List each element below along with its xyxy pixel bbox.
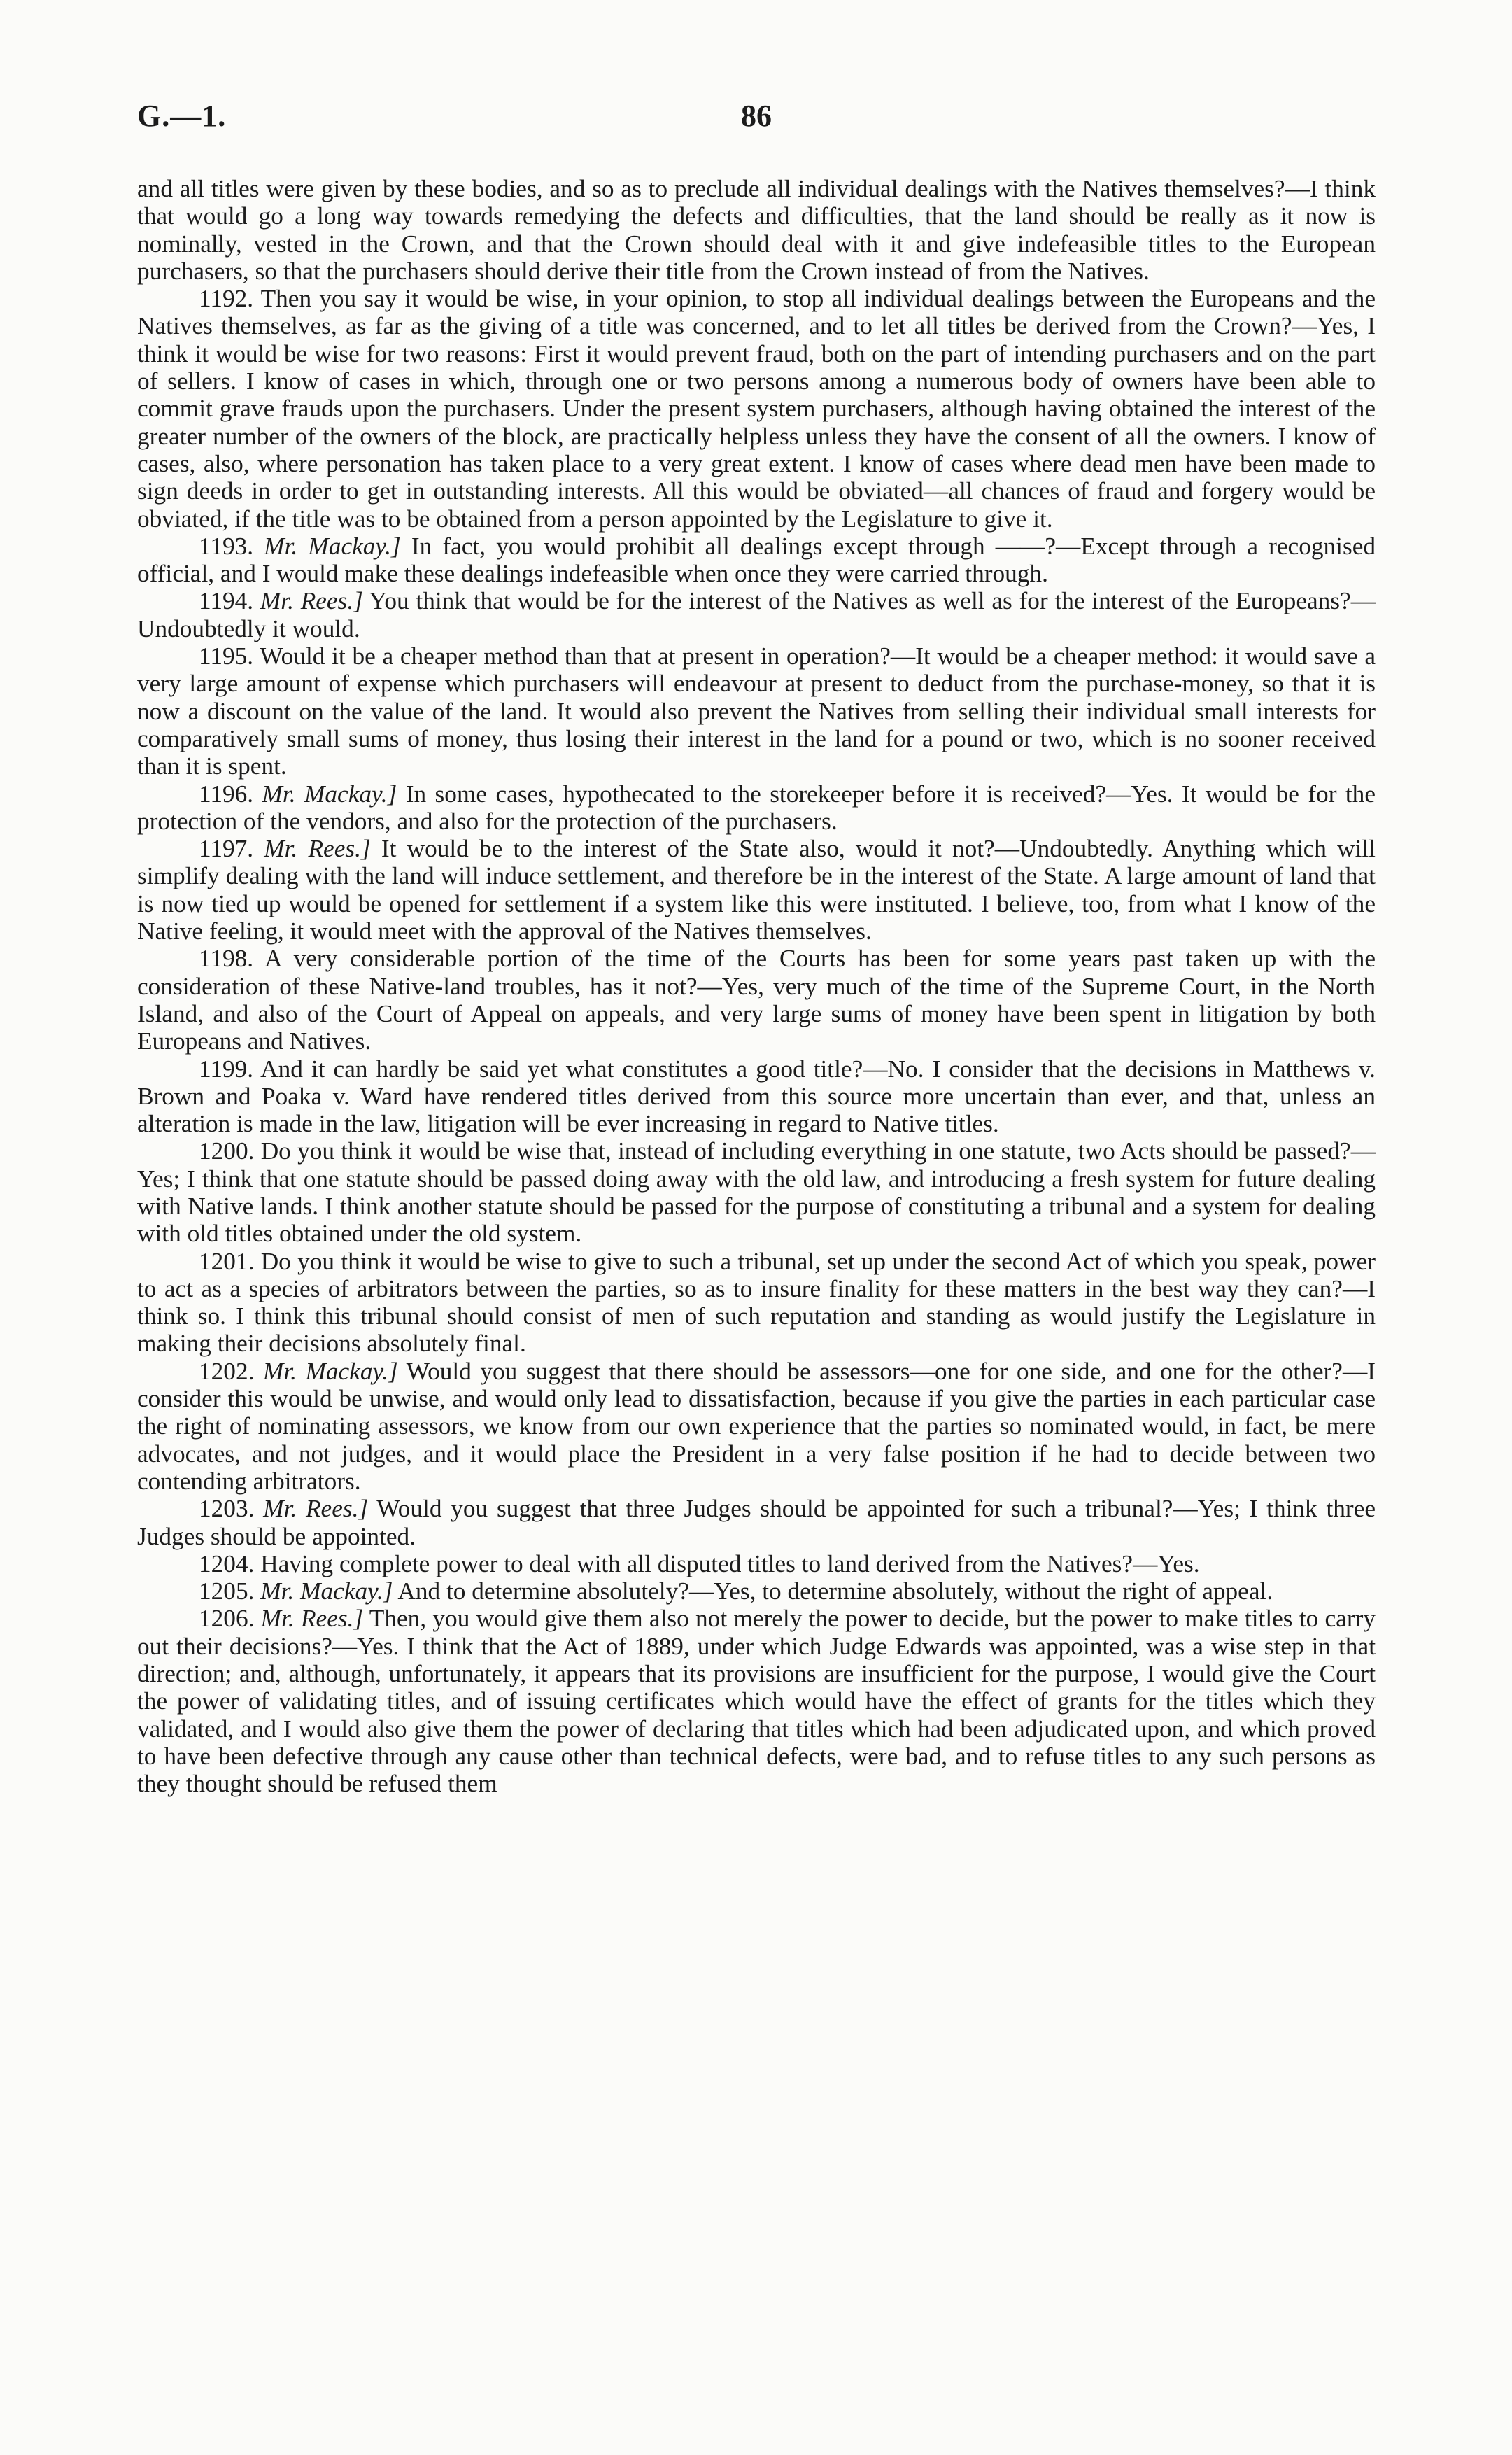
document-reference: G.—1. bbox=[137, 99, 227, 133]
question-text: It would be to the interest of the State also, would it not?—Undoubtedly. Anything which will simplify dealing with the land will induce settlement, and therefore be in the interest of the State. A large amount of land that is now tied up would be opened for settlement if a system like this were instituted. I believe, too, from what I know of the Native feeling, it would meet with the approval of the Natives themselves. bbox=[137, 835, 1376, 945]
question-paragraph bbox=[137, 1550, 1376, 1577]
question-number: 1206. bbox=[199, 1605, 255, 1633]
question-number: 1202. bbox=[199, 1357, 255, 1385]
question-paragraph bbox=[137, 1248, 1376, 1358]
speaker-label: Mr. Mackay.] bbox=[264, 532, 401, 560]
speaker-label: Mr. Rees.] bbox=[263, 1495, 369, 1523]
question-text: Do you think it would be wise that, instead of including everything in one statute, two Acts should be passed?—Yes; I think that one statute should be passed doing away with the old law, and introducing a fresh system for future dealing with Native lands. I think another statute should be passed for the purpose of constituting a tribunal and a system for dealing with old titles obtained under the old system. bbox=[137, 1137, 1376, 1248]
question-paragraph bbox=[137, 533, 1376, 588]
question-text: And to determine absolutely?—Yes, to determine absolutely, without the right of appeal. bbox=[397, 1577, 1273, 1605]
question-text: Then, you would give them also not merely the power to decide, but the power to make titles to carry out their decisions?—Yes. I think that the Act of 1889, under which Judge Edwards was appointed, was a wise step in that direction; and, although, unfortunately, it appears that its provisions are insufficient for the purpose, I would give the Court the power of validating titles, and of issuing certificates which would have the effect of grants for the titles which they validated, and I would also give them the power of declaring that titles which had been adjudicated upon, and which proved to have been defective through any cause other than technical defects, were bad, and to refuse titles to any such persons as they thought should be refused them bbox=[137, 1605, 1376, 1798]
question-list bbox=[137, 285, 1376, 1797]
question-paragraph bbox=[137, 1137, 1376, 1247]
question-number: 1193. bbox=[199, 532, 254, 560]
question-text: Then you say it would be wise, in your opinion, to stop all individual dealings between the Europeans and the Natives themselves, as far as the giving of a title was concerned, and to let all titles be derived from the Crown?—Yes, I think it would be wise for two reasons: First it would prevent fraud, both on the part of intending purchasers and on the part of sellers. I know of cases in which, through one or two persons among a numerous body of owners have been able to commit grave frauds upon the purchasers. Under the present system purchasers, although having obtained the interest of the greater number of the owners of the block, are practically helpless unless they have the consent of all the owners. I know of cases, also, where personation has taken place to a very great extent. I know of cases where dead men have been made to sign deeds in order to get in outstanding interests. All this would be obviated—all chances of fraud and forgery would be obviated, if the title was to be obtained from a person appointed by the Legislature to give it. bbox=[137, 285, 1376, 533]
question-number: 1201. bbox=[199, 1247, 255, 1275]
page-header bbox=[137, 98, 1376, 147]
question-number: 1198. bbox=[199, 945, 254, 973]
question-number: 1195. bbox=[199, 642, 254, 670]
question-number: 1205. bbox=[199, 1577, 255, 1605]
question-number: 1196. bbox=[199, 780, 254, 808]
question-text: You think that would be for the interest of the Natives as well as for the interest of the Europeans?—Undoubtedly it would. bbox=[137, 587, 1376, 642]
body-text bbox=[137, 175, 1376, 1798]
question-paragraph bbox=[137, 1577, 1376, 1605]
question-text: Would it be a cheaper method than that at present in operation?—It would be a cheaper method: it would save a very large amount of expense which purchasers will endeavour at present to deduct from the purchase-money, so that it is now a discount on the value of the land. It would also prevent the Natives from selling their individual small interests for comparatively small sums of money, thus losing their interest in the land for a pound or two, which is no sooner received than it is spent. bbox=[137, 642, 1376, 780]
question-text: And it can hardly be said yet what constitutes a good title?—No. I consider that the decisions in Matthews v. Brown and Poaka v. Ward have rendered titles derived from this source more uncertain than ever, and that, unless an alteration is made in the law, litigation will be ever increasing in regard to Native titles. bbox=[137, 1055, 1376, 1138]
speaker-label: Mr. Rees.] bbox=[264, 835, 371, 863]
question-paragraph bbox=[137, 1605, 1376, 1797]
question-paragraph bbox=[137, 1055, 1376, 1138]
speaker-label: Mr. Mackay.] bbox=[260, 1577, 393, 1605]
question-number: 1199. bbox=[199, 1055, 254, 1083]
question-number: 1192. bbox=[199, 285, 254, 313]
question-text: Would you suggest that there should be assessors—one for one side, and one for the other?—I consider this would be unwise, and would only lead to dissatisfaction, because if you give the parties in each particular case the right of nominating assessors, we know from our own experience that the parties so nominated would, in fact, be mere advocates, and not judges, and it would place the President in a very false position if he had to decide between two contending arbitrators. bbox=[137, 1357, 1376, 1495]
question-number: 1203. bbox=[199, 1495, 255, 1523]
speaker-label: Mr. Mackay.] bbox=[262, 780, 397, 808]
question-paragraph bbox=[137, 945, 1376, 1055]
question-paragraph bbox=[137, 780, 1376, 836]
speaker-label: Mr. Rees.] bbox=[260, 587, 363, 615]
question-text: In some cases, hypothecated to the storekeeper before it is received?—Yes. It would be for the protection of the vendors, and also for the protection of the purchasers. bbox=[137, 780, 1376, 835]
question-number: 1200. bbox=[199, 1137, 255, 1165]
speaker-label: Mr. Mackay.] bbox=[262, 1357, 398, 1385]
question-text: In fact, you would prohibit all dealings except through ——?—Except through a recognised official, and I would make these dealings indefeasible when once they were carried through. bbox=[137, 532, 1376, 588]
question-text: Do you think it would be wise to give to such a tribunal, set up under the second Act of which you speak, power to act as a species of arbitrators between the parties, so as to insure finality for these matters in the best way they can?—I think so. I think this tribunal should consist of men of such reputation and standing as would justify the Legislature in making their decisions absolutely final. bbox=[137, 1247, 1376, 1358]
speaker-label: Mr. Rees.] bbox=[260, 1605, 364, 1633]
question-text: A very considerable portion of the time of the Courts has been for some years past taken up with the consideration of these Native-land troubles, has it not?—Yes, very much of the time of the Supreme Court, in the North Island, and also of the Court of Appeal on appeals, and very large sums of money have been spent in litigation by both Europeans and Natives. bbox=[137, 945, 1376, 1055]
opening-paragraph: and all titles were given by these bodies, and so as to preclude all individual dealings with the Natives themselves?—I think that would go a long way towards remedying the defects and difficulties, that the land should be really as it now is nominally, vested in the Crown, and that the Crown should deal with it and give indefeasible titles to the European purchasers, so that the purchasers should derive their title from the Crown instead of from the Natives. bbox=[137, 175, 1376, 285]
question-paragraph bbox=[137, 1495, 1376, 1550]
question-paragraph bbox=[137, 285, 1376, 533]
question-number: 1197. bbox=[199, 835, 254, 863]
question-paragraph bbox=[137, 835, 1376, 945]
question-paragraph bbox=[137, 1358, 1376, 1495]
question-number: 1194. bbox=[199, 587, 254, 615]
question-paragraph bbox=[137, 642, 1376, 780]
question-text: Having complete power to deal with all disputed titles to land derived from the Natives?—Yes. bbox=[260, 1549, 1200, 1577]
question-number: 1204. bbox=[199, 1549, 255, 1577]
question-text: Would you suggest that three Judges should be appointed for such a tribunal?—Yes; I think three Judges should be appointed. bbox=[137, 1495, 1376, 1550]
page-number: 86 bbox=[741, 99, 772, 133]
question-paragraph bbox=[137, 587, 1376, 642]
